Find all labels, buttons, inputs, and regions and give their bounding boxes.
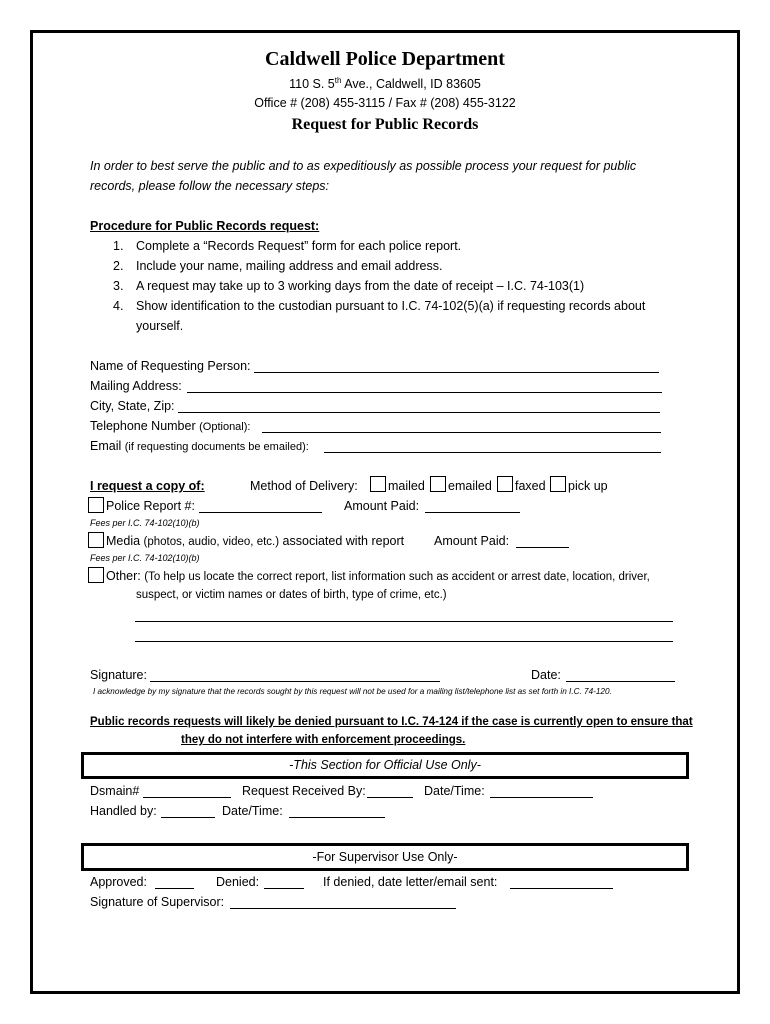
pickup-checkbox[interactable] [550,476,566,492]
procedure-step-num: 4. [113,299,124,313]
other-label: Other: (To help us locate the correct report, list information such as accident or arrest date, location, driver, [106,569,650,583]
email-input-line[interactable] [324,452,661,453]
mailed-option-label: mailed [388,479,425,493]
city-state-zip-input-line[interactable] [178,412,660,413]
supervisor-signature-input-line[interactable] [230,908,456,909]
other-checkbox[interactable] [88,567,104,583]
received-by-label: Request Received By: [242,784,366,798]
amount-paid-label: Amount Paid: [344,499,420,513]
signature-input-line[interactable] [150,681,440,682]
other-input-line-2[interactable] [135,641,673,642]
other-input-line-1[interactable] [135,621,673,622]
handled-by-label: Handled by: [90,804,157,818]
date-label: Date: [531,668,561,682]
datetime-input-line-2[interactable] [289,817,385,818]
approved-label: Approved: [90,875,147,889]
procedure-step-num: 1. [113,239,124,253]
denial-notice-line-1: Public records requests will likely be denied pursuant to I.C. 74-124 if the case is currently open to ensure that [90,716,693,728]
denial-notice-line-2: they do not interfere with enforcement proceedings. [181,734,466,746]
amount-paid-input-line-2[interactable] [516,547,569,548]
police-report-label: Police Report #: [106,499,195,513]
name-field-label: Name of Requesting Person: [90,359,251,373]
amount-paid-label-2: Amount Paid: [434,534,510,548]
name-input-line[interactable] [254,372,659,373]
form-title: Request for Public Records [291,116,479,133]
supervisor-signature-label: Signature of Supervisor: [90,895,225,909]
telephone-input-line[interactable] [262,432,661,433]
faxed-checkbox[interactable] [497,476,513,492]
mailing-address-label: Mailing Address: [90,379,182,393]
denied-input-line[interactable] [264,888,304,889]
acknowledgement-text: I acknowledge by my signature that the records sought by this request will not be used for a mailing list/telephone list as set forth in I.C. 74-120. [93,687,612,696]
intro-line-1: In order to best serve the public and to as expeditiously as possible process your request for public [90,159,637,173]
procedure-step-num: 3. [113,279,124,293]
if-denied-input-line[interactable] [510,888,613,889]
delivery-method-label: Method of Delivery: [250,479,358,493]
pickup-option-label: pick up [568,479,608,493]
procedure-step-num: 2. [113,259,124,273]
if-denied-label: If denied, date letter/email sent: [323,875,498,889]
procedure-step-text: Include your name, mailing address and email address. [136,259,443,273]
intro-line-2: records, please follow the necessary steps: [90,179,330,193]
received-by-input-line[interactable] [367,797,413,798]
datetime-label: Date/Time: [424,784,485,798]
other-note-continued: suspect, or victim names or dates of birth, type of crime, etc.) [136,589,447,601]
department-address: 110 S. 5th Ave., Caldwell, ID 83605 [289,76,481,92]
date-input-line[interactable] [566,681,675,682]
emailed-checkbox[interactable] [430,476,446,492]
dsmain-label: Dsmain# [90,784,140,798]
media-label: Media (photos, audio, video, etc.) associated with report [106,534,405,548]
police-report-checkbox[interactable] [88,497,104,513]
approved-input-line[interactable] [155,888,194,889]
procedure-step-text: Show identification to the custodian pursuant to I.C. 74-102(5)(a) if requesting records about [136,299,646,313]
datetime-label-2: Date/Time: [222,804,283,818]
procedure-step-4-continued: yourself. [136,319,184,333]
procedure-step-text: A request may take up to 3 working days from the date of receipt – I.C. 74-103(1) [136,279,585,293]
email-label: Email (if requesting documents be emailed): [90,439,309,453]
request-copy-heading: I request a copy of: [90,479,205,493]
dsmain-input-line[interactable] [143,797,231,798]
datetime-input-line[interactable] [490,797,593,798]
fees-note: Fees per I.C. 74-102(10)(b) [90,518,200,528]
department-phone: Office # (208) 455-3115 / Fax # (208) 455-3122 [254,96,516,110]
amount-paid-input-line[interactable] [425,512,520,513]
telephone-label: Telephone Number (Optional): [90,419,251,433]
denied-label: Denied: [216,875,260,889]
signature-label: Signature: [90,668,147,682]
emailed-option-label: emailed [448,479,492,493]
faxed-option-label: faxed [515,479,546,493]
mailed-checkbox[interactable] [370,476,386,492]
handled-by-input-line[interactable] [161,817,215,818]
fees-note-2: Fees per I.C. 74-102(10)(b) [90,553,200,563]
city-state-zip-label: City, State, Zip: [90,399,175,413]
procedure-step-text: Complete a “Records Request” form for each police report. [136,239,462,253]
procedure-heading: Procedure for Public Records request: [90,219,320,233]
media-checkbox[interactable] [88,532,104,548]
mailing-address-input-line[interactable] [187,392,662,393]
police-report-input-line[interactable] [199,512,322,513]
supervisor-use-banner: -For Supervisor Use Only- [81,843,689,871]
official-use-banner: -This Section for Official Use Only- [81,752,689,779]
department-name: Caldwell Police Department [265,48,505,70]
